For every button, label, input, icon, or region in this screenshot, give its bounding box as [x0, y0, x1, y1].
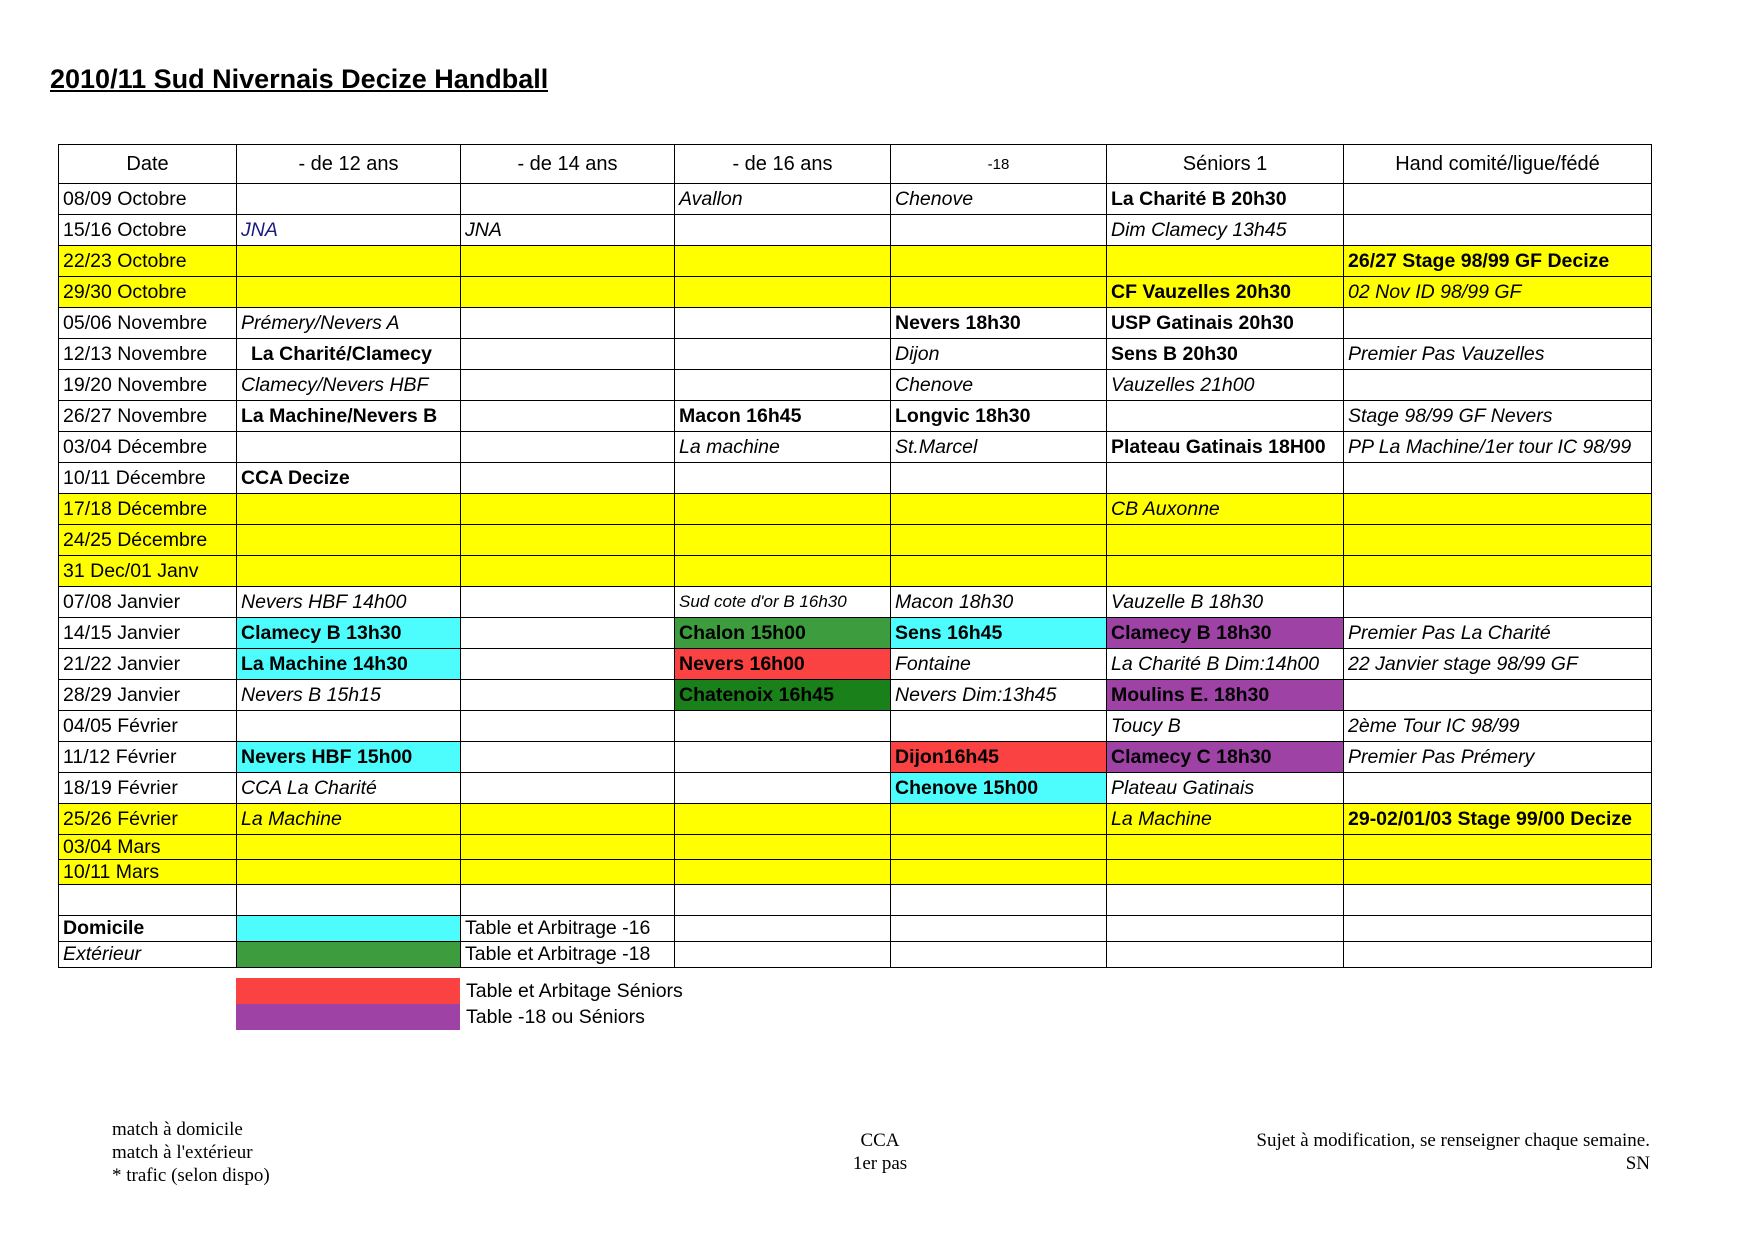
match-cell: Moulins E. 18h30 [1107, 680, 1344, 711]
table-row [59, 525, 1652, 556]
date-cell: 31 Dec/01 Janv [59, 556, 237, 587]
match-cell: Nevers 16h00 [675, 649, 891, 680]
footer-right [1256, 1129, 1650, 1175]
event-cell: Stage 98/99 GF Nevers [1344, 401, 1652, 432]
match-cell: Nevers B 15h15 [237, 680, 461, 711]
table-row [59, 556, 1652, 587]
match-cell: Nevers 18h30 [891, 308, 1107, 339]
table-row [59, 680, 1652, 711]
event-cell: 29-02/01/03 Stage 99/00 Decize [1344, 804, 1652, 835]
match-cell: Plateau Gatinais [1107, 773, 1344, 804]
legend-table16-label: Table et Arbitrage -16 [461, 916, 675, 942]
match-cell: Clamecy/Nevers HBF [237, 370, 461, 401]
legend-row-home [59, 916, 1652, 942]
date-cell: 07/08 Janvier [59, 587, 237, 618]
legend-row-seniors [236, 978, 683, 1004]
match-cell: La Machine [237, 804, 461, 835]
match-cell: La machine [675, 432, 891, 463]
table-row [59, 308, 1652, 339]
match-cell: Vauzelles 21h00 [1107, 370, 1344, 401]
match-cell: St.Marcel [891, 432, 1107, 463]
match-cell: Macon 16h45 [675, 401, 891, 432]
match-cell: CB Auxonne [1107, 494, 1344, 525]
date-cell: 25/26 Février [59, 804, 237, 835]
match-cell: Chatenoix 16h45 [675, 680, 891, 711]
match-cell: Nevers Dim:13h45 [891, 680, 1107, 711]
legend-seniors-label: Table et Arbitage Séniors [466, 979, 683, 1002]
table-row [59, 804, 1652, 835]
match-cell: CF Vauzelles 20h30 [1107, 277, 1344, 308]
date-cell: 12/13 Novembre [59, 339, 237, 370]
footer-left [112, 1118, 270, 1187]
footer-note: * trafic (selon dispo) [112, 1165, 270, 1186]
table-row [59, 835, 1652, 860]
legend-home-label: Domicile [59, 916, 237, 942]
match-cell: JNA [461, 215, 675, 246]
table-row [59, 587, 1652, 618]
match-cell: La Machine [1107, 804, 1344, 835]
date-cell: 22/23 Octobre [59, 246, 237, 277]
table-row [59, 494, 1652, 525]
header-committee: Hand comité/ligue/fédé [1344, 145, 1652, 184]
table-row [59, 277, 1652, 308]
event-cell: 26/27 Stage 98/99 GF Decize [1344, 246, 1652, 277]
match-cell: Sens B 20h30 [1107, 339, 1344, 370]
match-cell: Toucy B [1107, 711, 1344, 742]
date-cell: 05/06 Novembre [59, 308, 237, 339]
match-cell: Fontaine [891, 649, 1107, 680]
date-cell: 26/27 Novembre [59, 401, 237, 432]
table-row [59, 618, 1652, 649]
footer-note: 1er pas [852, 1153, 908, 1174]
date-cell: 10/11 Décembre [59, 463, 237, 494]
date-cell: 17/18 Décembre [59, 494, 237, 525]
header-u14: - de 14 ans [461, 145, 675, 184]
match-cell: USP Gatinais 20h30 [1107, 308, 1344, 339]
header-u18: -18 [891, 145, 1107, 184]
footer-note: SN [1625, 1153, 1650, 1174]
match-cell: La Charité B 20h30 [1107, 184, 1344, 215]
table-row [59, 711, 1652, 742]
table-row [59, 860, 1652, 885]
footer-note: Sujet à modification, se renseigner chaque semaine. [1256, 1130, 1650, 1151]
match-cell: Dim Clamecy 13h45 [1107, 215, 1344, 246]
event-cell: 02 Nov ID 98/99 GF [1344, 277, 1652, 308]
date-cell: 18/19 Février [59, 773, 237, 804]
table-row [59, 246, 1652, 277]
date-cell: 14/15 Janvier [59, 618, 237, 649]
spacer-row [59, 885, 1652, 916]
table-row [59, 432, 1652, 463]
match-cell: Chenove [891, 184, 1107, 215]
date-cell: 11/12 Février [59, 742, 237, 773]
header-u16: - de 16 ans [675, 145, 891, 184]
page-title: 2010/11 Sud Nivernais Decize Handball [50, 64, 549, 94]
legend-row-18-seniors [236, 1004, 683, 1030]
match-cell: Clamecy B 18h30 [1107, 618, 1344, 649]
header-seniors: Séniors 1 [1107, 145, 1344, 184]
event-cell: Premier Pas Vauzelles [1344, 339, 1652, 370]
legend-away-swatch [237, 942, 461, 968]
match-cell: CCA La Charité [237, 773, 461, 804]
match-cell: CCA Decize [237, 463, 461, 494]
date-cell: 10/11 Mars [59, 860, 237, 885]
date-cell: 19/20 Novembre [59, 370, 237, 401]
legend-seniors-swatch [236, 978, 460, 1004]
event-cell: PP La Machine/1er tour IC 98/99 [1344, 432, 1652, 463]
date-cell: 24/25 Décembre [59, 525, 237, 556]
match-cell: La Charité/Clamecy [237, 339, 461, 370]
match-cell: Dijon [891, 339, 1107, 370]
event-cell: Premier Pas Prémery [1344, 742, 1652, 773]
match-cell: La Charité B Dim:14h00 [1107, 649, 1344, 680]
schedule-table [58, 144, 1652, 968]
match-cell: Nevers HBF 15h00 [237, 742, 461, 773]
table-row [59, 184, 1652, 215]
match-cell: Chenove [891, 370, 1107, 401]
table-row [59, 773, 1652, 804]
match-cell: Clamecy C 18h30 [1107, 742, 1344, 773]
header-u12: - de 12 ans [237, 145, 461, 184]
match-cell: Clamecy B 13h30 [237, 618, 461, 649]
footer-note: CCA [860, 1130, 900, 1151]
table-row [59, 742, 1652, 773]
legend-18-seniors-swatch [236, 1004, 460, 1030]
footer-note: match à l'extérieur [112, 1142, 253, 1163]
legend-18-seniors-label: Table -18 ou Séniors [466, 1005, 645, 1028]
date-cell: 21/22 Janvier [59, 649, 237, 680]
match-cell: Vauzelle B 18h30 [1107, 587, 1344, 618]
date-cell: 03/04 Mars [59, 835, 237, 860]
match-cell: Dijon16h45 [891, 742, 1107, 773]
table-row [59, 463, 1652, 494]
header-row [59, 145, 1652, 184]
footer-note: match à domicile [112, 1119, 243, 1140]
legend-row-away [59, 942, 1652, 968]
match-cell: Prémery/Nevers A [237, 308, 461, 339]
table-row [59, 401, 1652, 432]
date-cell: 28/29 Janvier [59, 680, 237, 711]
event-cell: Premier Pas La Charité [1344, 618, 1652, 649]
date-cell: 29/30 Octobre [59, 277, 237, 308]
table-row [59, 649, 1652, 680]
match-cell: JNA [237, 215, 461, 246]
match-cell: Sud cote d'or B 16h30 [675, 587, 891, 618]
date-cell: 03/04 Décembre [59, 432, 237, 463]
date-cell: 15/16 Octobre [59, 215, 237, 246]
match-cell: Chenove 15h00 [891, 773, 1107, 804]
match-cell: Plateau Gatinais 18H00 [1107, 432, 1344, 463]
legend-away-label: Extérieur [59, 942, 237, 968]
match-cell: Avallon [675, 184, 891, 215]
header-date: Date [59, 145, 237, 184]
legend-home-swatch [237, 916, 461, 942]
event-cell: 22 Janvier stage 98/99 GF [1344, 649, 1652, 680]
match-cell: Nevers HBF 14h00 [237, 587, 461, 618]
match-cell: Macon 18h30 [891, 587, 1107, 618]
date-cell: 08/09 Octobre [59, 184, 237, 215]
match-cell: La Machine 14h30 [237, 649, 461, 680]
legend-extra [236, 978, 683, 1030]
match-cell: La Machine/Nevers B [237, 401, 461, 432]
footer-center [820, 1129, 940, 1175]
match-cell: Chalon 15h00 [675, 618, 891, 649]
match-cell: Longvic 18h30 [891, 401, 1107, 432]
match-cell: Sens 16h45 [891, 618, 1107, 649]
table-row [59, 339, 1652, 370]
table-row [59, 370, 1652, 401]
date-cell: 04/05 Février [59, 711, 237, 742]
event-cell: 2ème Tour IC 98/99 [1344, 711, 1652, 742]
table-row [59, 215, 1652, 246]
legend-table18-label: Table et Arbitrage -18 [461, 942, 675, 968]
